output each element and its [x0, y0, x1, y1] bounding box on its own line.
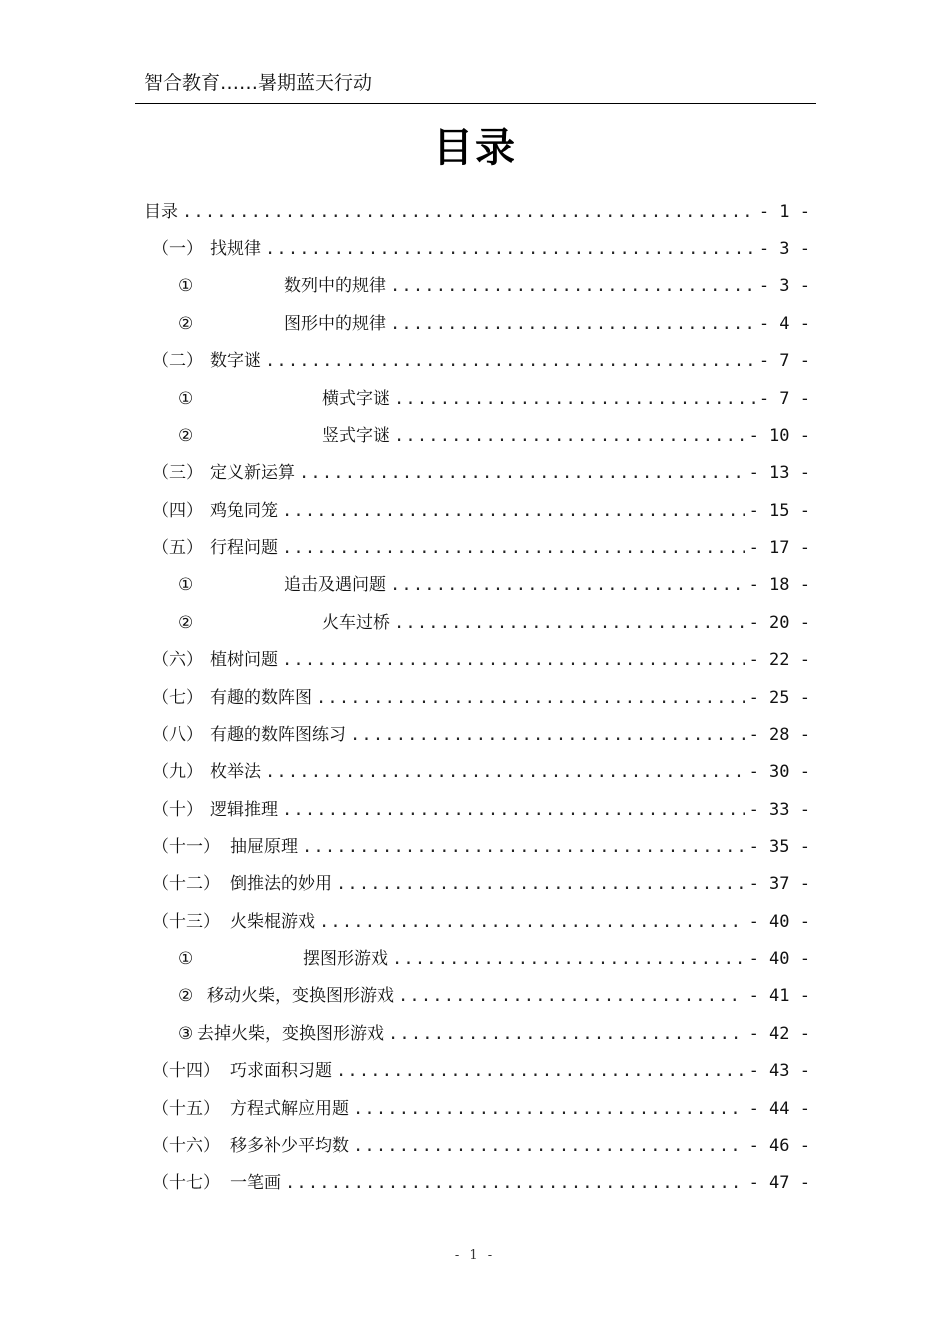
toc-entry-title: 火车过桥 [322, 613, 390, 633]
toc-entry-page: - 47 - [748, 1173, 810, 1193]
toc-dot-leader [336, 1061, 745, 1081]
toc-entry-page: - 43 - [748, 1061, 810, 1081]
toc-entry[interactable] [152, 1094, 810, 1120]
toc-dot-leader [299, 463, 745, 483]
toc-entry-number: ① [178, 575, 194, 595]
toc-dot-leader [265, 239, 755, 259]
toc-entry[interactable] [152, 1168, 810, 1194]
toc-dot-leader [353, 1099, 745, 1119]
toc-entry[interactable] [152, 496, 810, 522]
toc-entry-page: - 17 - [748, 538, 810, 558]
toc-entry-number: （十五） [152, 1099, 220, 1119]
toc-entry-page: - 7 - [758, 351, 810, 371]
toc-entry-title: 鸡兔同笼 [210, 501, 278, 521]
toc-dot-leader [392, 949, 745, 969]
toc-entry-page: - 20 - [748, 613, 810, 633]
toc-entry[interactable] [152, 795, 810, 821]
toc-entry-number: ② [178, 613, 194, 633]
toc-entry-number: （十七） [152, 1173, 220, 1193]
toc-entry-title: 巧求面积习题 [230, 1061, 332, 1081]
toc-dot-leader [282, 650, 745, 670]
toc-entry-title: 有趣的数阵图练习 [210, 725, 346, 745]
toc-dot-leader [265, 351, 755, 371]
toc-entry-page: - 3 - [758, 276, 810, 296]
toc-entry-page: - 40 - [748, 912, 810, 932]
toc-dot-leader [182, 202, 755, 222]
toc-entry-page: - 40 - [748, 949, 810, 969]
toc-entry-title: 一笔画 [230, 1173, 281, 1193]
toc-entry-page: - 25 - [748, 688, 810, 708]
toc-entry[interactable] [178, 570, 810, 596]
toc-entry-number: （九） [152, 762, 203, 782]
toc-entry-number: （五） [152, 538, 203, 558]
toc-entry-title: 竖式字谜 [322, 426, 390, 446]
toc-entry-page: - 3 - [758, 239, 810, 259]
toc-entry-number: （二） [152, 351, 203, 371]
toc-entry[interactable] [152, 234, 810, 260]
toc-entry-number: ③ [178, 1024, 194, 1044]
toc-entry[interactable] [152, 907, 810, 933]
toc-entry-number: （十四） [152, 1061, 220, 1081]
toc-entry-title: 枚举法 [210, 762, 261, 782]
toc-entry[interactable] [152, 533, 810, 559]
toc-dot-leader [285, 1173, 745, 1193]
toc-entry-title: 移多补少平均数 [230, 1136, 349, 1156]
toc-entry-title: 图形中的规律 [284, 314, 386, 334]
toc-dot-leader [350, 725, 745, 745]
toc-entry-page: - 46 - [748, 1136, 810, 1156]
toc-entry-number: （十六） [152, 1136, 220, 1156]
toc-entry-number: ② [178, 426, 194, 446]
toc-entry[interactable] [152, 346, 810, 372]
toc-entry-number: （十二） [152, 874, 220, 894]
toc-entry-page: - 42 - [748, 1024, 810, 1044]
toc-entry-number: ① [178, 949, 194, 969]
toc-entry-title: 数列中的规律 [284, 276, 386, 296]
toc-dot-leader [388, 1024, 745, 1044]
toc-entry-page: - 35 - [748, 837, 810, 857]
toc-entry-title: 倒推法的妙用 [230, 874, 332, 894]
toc-entry-number: （十） [152, 800, 203, 820]
toc-dot-leader [336, 874, 745, 894]
toc-dot-leader [394, 613, 745, 633]
toc-entry-title: 行程问题 [210, 538, 278, 558]
toc-entry-page: - 33 - [748, 800, 810, 820]
toc-entry[interactable] [152, 458, 810, 484]
toc-entry[interactable] [152, 683, 810, 709]
toc-entry-number: （十三） [152, 912, 220, 932]
toc-entry[interactable] [152, 1131, 810, 1157]
toc-entry[interactable] [178, 384, 810, 410]
toc-entry-number: （四） [152, 501, 203, 521]
toc-entry[interactable] [152, 869, 810, 895]
toc-entry-page: - 37 - [748, 874, 810, 894]
toc-entry[interactable] [152, 720, 810, 746]
toc-entry[interactable] [178, 421, 810, 447]
toc-dot-leader [353, 1136, 745, 1156]
toc-dot-leader [394, 389, 755, 409]
toc-entry-title: 植树问题 [210, 650, 278, 670]
toc-entry-page: - 41 - [748, 986, 810, 1006]
toc-entry-number: ② [178, 986, 194, 1006]
toc-entry-title: 移动火柴，变换图形游戏 [207, 986, 394, 1006]
toc-dot-leader [316, 688, 745, 708]
toc-dot-leader [390, 276, 755, 296]
toc-entry-page: - 10 - [748, 426, 810, 446]
toc-entry-title: 目录 [144, 202, 178, 222]
toc-entry-page: - 22 - [748, 650, 810, 670]
toc-entry-number: ① [178, 389, 194, 409]
toc-entry-number: （一） [152, 239, 203, 259]
page-header: 智合教育……暑期蓝天行动 [144, 72, 373, 94]
toc-entry[interactable] [178, 608, 810, 634]
toc-entry-number: ① [178, 276, 194, 296]
toc-entry-title: 抽屉原理 [230, 837, 298, 857]
toc-entry-number: ② [178, 314, 194, 334]
toc-dot-leader [282, 800, 745, 820]
toc-dot-leader [390, 314, 755, 334]
toc-entry-number: （八） [152, 725, 203, 745]
toc-entry-title: 火柴棍游戏 [230, 912, 315, 932]
toc-entry-number: （七） [152, 688, 203, 708]
toc-entry-page: - 28 - [748, 725, 810, 745]
toc-entry[interactable] [152, 832, 810, 858]
toc-entry-page: - 44 - [748, 1099, 810, 1119]
toc-dot-leader [319, 912, 745, 932]
toc-dot-leader [265, 762, 745, 782]
toc-entry[interactable] [178, 944, 810, 970]
toc-dot-leader [282, 538, 745, 558]
toc-entry-title: 定义新运算 [210, 463, 295, 483]
page-number-footer: - 1 - [454, 1248, 496, 1263]
toc-entry[interactable] [144, 197, 810, 223]
toc-entry-title: 摆图形游戏 [303, 949, 388, 969]
toc-entry-title: 有趣的数阵图 [210, 688, 312, 708]
toc-entry[interactable] [152, 757, 810, 783]
toc-entry-title: 追击及遇问题 [284, 575, 386, 595]
toc-entry-title: 数字谜 [210, 351, 261, 371]
toc-entry-title: 找规律 [210, 239, 261, 259]
toc-entry-number: （十一） [152, 837, 220, 857]
toc-entry-page: - 13 - [748, 463, 810, 483]
toc-entry[interactable] [178, 981, 810, 1007]
toc-entry-page: - 1 - [758, 202, 810, 222]
toc-dot-leader [302, 837, 745, 857]
toc-entry-title: 横式字谜 [322, 389, 390, 409]
toc-entry[interactable] [152, 645, 810, 671]
toc-dot-leader [394, 426, 745, 446]
toc-entry-title: 方程式解应用题 [230, 1099, 349, 1119]
toc-entry-page: - 18 - [748, 575, 810, 595]
toc-entry-page: - 7 - [758, 389, 810, 409]
toc-entry[interactable] [178, 271, 810, 297]
toc-dot-leader [398, 986, 745, 1006]
toc-entry-number: （六） [152, 650, 203, 670]
toc-entry-page: - 4 - [758, 314, 810, 334]
toc-entry-page: - 15 - [748, 501, 810, 521]
page-title: 目录 [433, 125, 517, 171]
toc-entry[interactable] [178, 1019, 810, 1045]
toc-entry[interactable] [178, 309, 810, 335]
toc-dot-leader [282, 501, 745, 521]
toc-entry-title: 逻辑推理 [210, 800, 278, 820]
toc-dot-leader [390, 575, 745, 595]
toc-entry-number: （三） [152, 463, 203, 483]
toc-entry-title: 去掉火柴，变换图形游戏 [197, 1024, 384, 1044]
toc-entry-page: - 30 - [748, 762, 810, 782]
toc-entry[interactable] [152, 1056, 810, 1082]
header-divider [135, 103, 816, 104]
